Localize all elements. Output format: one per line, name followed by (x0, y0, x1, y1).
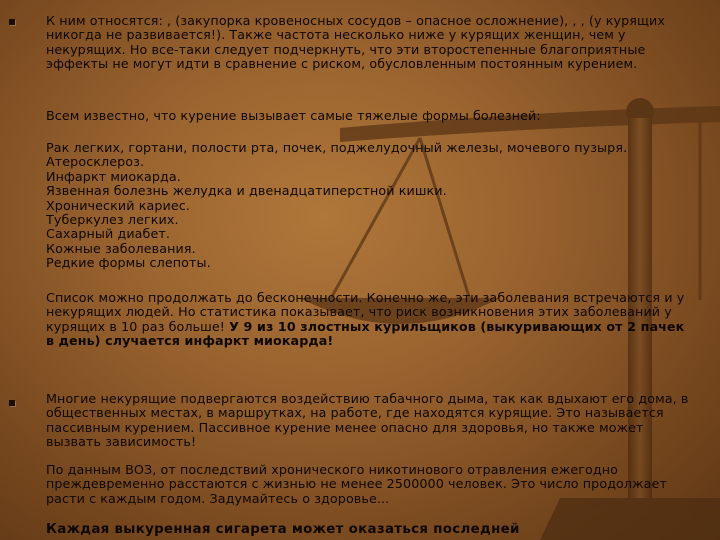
list-item: Хронический кариес. (46, 197, 190, 213)
square-bullet-icon (9, 400, 15, 406)
disease-list (46, 141, 691, 271)
list-item: Инфаркт миокарда. (46, 168, 181, 184)
paragraph-effects: К ним относятся: , (закупорка кровеносных сосудов – опасное осложнение), , , (у курящих никогда не развивается!). Также частота несколько ниже у курящих женщин, чем у некурящих. Но все-таки следует подчеркнуть, что эти второстепенные благоприятные эффекты не могут идти в сравнение с риском, обусловленным постоянным курением. (46, 13, 665, 72)
list-item: Кожные заболевания. (46, 240, 196, 256)
list-item: Сахарный диабет. (46, 226, 171, 242)
paragraph-statistics (46, 291, 691, 349)
paragraph-who-data: По данным ВОЗ, от последствий хронического никотинового отравления ежегодно преждевременно расстаются с жизнью не менее 2500000 человек. Это число продолжает расти с каждым годом. Задумайтесь о здоровье... (46, 462, 667, 506)
list-item: Язвенная болезнь желудка и двенадцатиперстной кишки. (46, 183, 447, 199)
list-item: Редкие формы слепоты. (46, 255, 211, 271)
paragraph-passive-smoking: Многие некурящие подвергаются воздействию табачного дыма, так как вдыхают его дома, в общественных местах, в маршрутках, на работе, где находятся курящие. Это называется пассивным курением. Пассивное курение менее опасно для здоровья, но также может вызвать зависимость! (46, 391, 689, 450)
final-line: Каждая выкуренная сигарета может оказаться последней (46, 522, 520, 537)
paragraph-intro: Всем известно, что курение вызывает самые тяжелые формы болезней: (46, 108, 541, 123)
statistics-bold-text: У 9 из 10 злостных курильщиков (выкуривающих от 2 пачек в день) случается инфаркт миокарда! (46, 318, 685, 349)
list-item: Атеросклероз. (46, 154, 145, 170)
statistics-text: Список можно продолжать до бесконечности. Конечно же, эти заболевания встречаются и у некурящих людей. Но статистика показывает, что риск возникновения этих заболеваний у курящих в 10 раз больше! (46, 290, 685, 334)
list-item: Рак легких, гортани, полости рта, почек, поджелудочный железы, мочевого пузыря. (46, 140, 628, 155)
list-item: Туберкулез легких. (46, 212, 179, 228)
square-bullet-icon (9, 19, 15, 25)
